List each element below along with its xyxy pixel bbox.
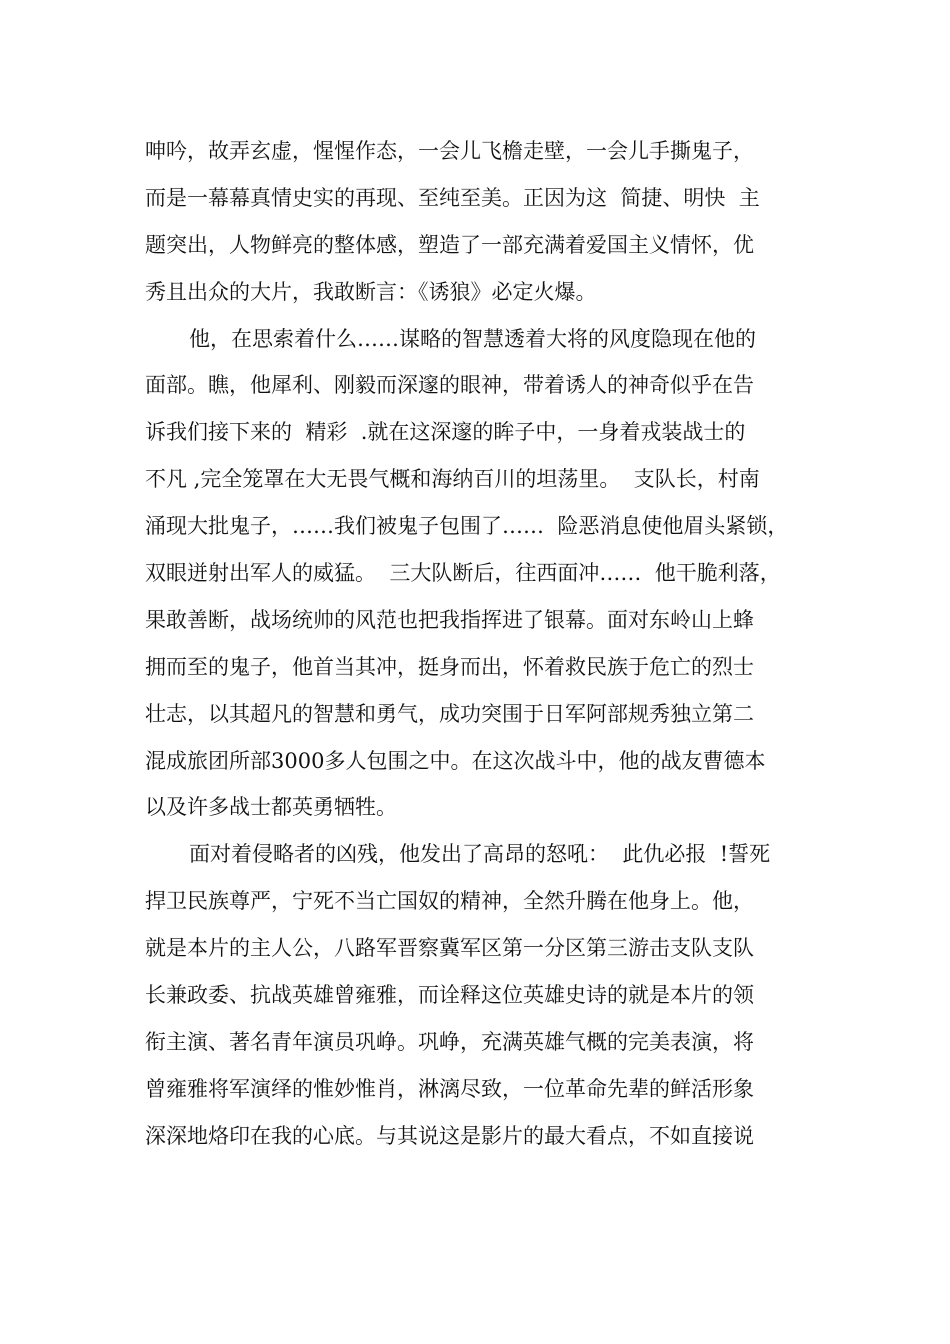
text-line: 衔主演、著名青年演员巩峥。巩峥，充满英雄气概的完美表演，将 xyxy=(145,1029,754,1054)
text-line: 双眼迸射出军人的威猛。 三大队断后，往西面冲…… 他干脆利落， xyxy=(145,561,781,586)
text-line: 题突出，人物鲜亮的整体感，塑造了一部充满着爱国主义情怀，优 xyxy=(145,232,754,257)
text-line: 呻吟，故弄玄虚，惺惺作态，一会儿飞檐走壁，一会儿手撕鬼子， xyxy=(145,139,754,163)
text-line: 诉我们接下来的 精彩 .就在这深邃的眸子中，一身着戎装战士的 xyxy=(145,420,746,445)
text-line: 面对着侵略者的凶残，他发出了高昂的怒吼： 此仇必报 !誓死 xyxy=(189,842,771,867)
text-line: 拥而至的鬼子，他首当其冲，挺身而出，怀着救民族于危亡的烈士 xyxy=(145,654,754,679)
text-line: 涌现大批鬼子，……我们被鬼子包围了…… 险恶消息使他眉头紧锁， xyxy=(145,514,789,539)
text-line: 他，在思索着什么……谋略的智慧透着大将的风度隐现在他的 xyxy=(189,326,756,351)
text-line: 壮志，以其超凡的智慧和勇气，成功突围于日军阿部规秀独立第二 xyxy=(145,701,754,726)
text-line: 不凡 ,完全笼罩在大无畏气概和海纳百川的坦荡里。 支队长，村南 xyxy=(145,467,760,492)
text-line: 曾雍雅将军演绎的惟妙惟肖，淋漓尽致，一位革命先辈的鲜活形象 xyxy=(145,1076,754,1101)
text-line: 果敢善断，战场统帅的风范也把我指挥进了银幕。面对东岭山上蜂 xyxy=(145,607,754,632)
text-line: 深深地烙印在我的心底。与其说这是影片的最大看点，不如直接说 xyxy=(145,1123,754,1148)
text-line: 面部。瞧，他犀利、刚毅而深邃的眼神，带着诱人的神奇似乎在告 xyxy=(145,373,754,398)
text-line: 就是本片的主人公，八路军晋察冀军区第一分区第三游击支队支队 xyxy=(145,936,754,961)
body-text xyxy=(145,136,845,1168)
text-line: 捍卫民族尊严，宁死不当亡国奴的精神，全然升腾在他身上。他， xyxy=(145,889,754,914)
text-line: 长兼政委、抗战英雄曾雍雅，而诠释这位英雄史诗的就是本片的领 xyxy=(145,983,754,1008)
paragraph-2 xyxy=(145,324,845,840)
paragraph-3 xyxy=(145,839,845,1167)
text-line: 混成旅团所部3000多人包围之中。在这次战斗中，他的战友曹德本 xyxy=(145,748,766,773)
text-line: 以及许多战士都英勇牺牲。 xyxy=(145,795,397,820)
paragraph-1 xyxy=(145,136,845,324)
text-line: 秀且出众的大片，我敢断言：《诱狼》必定火爆。 xyxy=(145,279,597,304)
text-line: 而是一幕幕真情史实的再现、至纯至美。正因为这 简捷、明快 主 xyxy=(145,185,760,210)
